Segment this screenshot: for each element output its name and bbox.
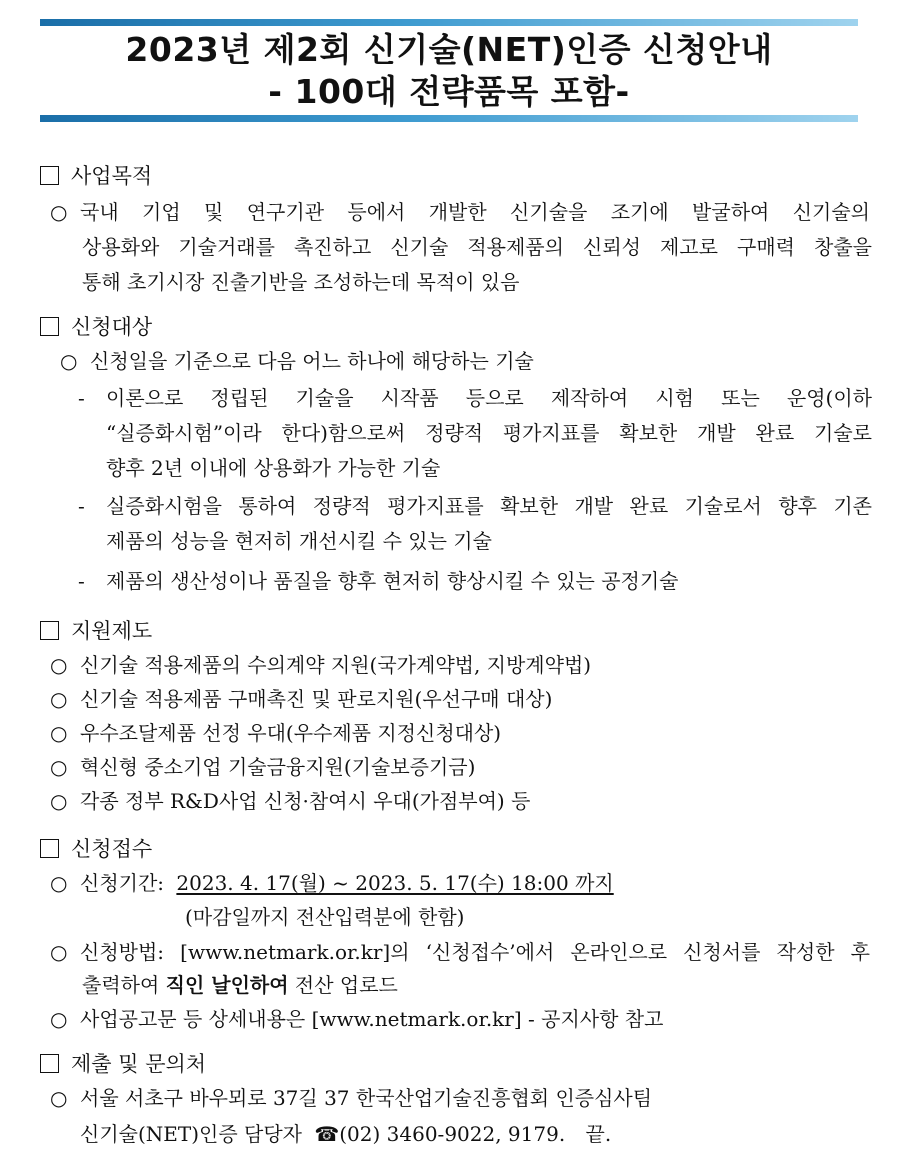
circle-bullet-icon: ○ bbox=[50, 1007, 68, 1031]
circle-bullet-icon: ○ bbox=[50, 789, 68, 813]
phone-icon: ☎ bbox=[314, 1122, 340, 1146]
title-bottom-bar bbox=[40, 115, 858, 122]
eligibility-item2-line2: 제품의 성능을 현저히 개선시킬 수 있는 기술 bbox=[106, 529, 492, 553]
application-period: ○ 신청기간: 2023. 4. 17(월) ~ 2023. 5. 17(수) 18:00 까지 bbox=[50, 868, 614, 898]
eligibility-item2-line1: - 실증화시험을 통하여 정량적 평가지표를 확보한 개발 완료 기술로서 향후 기존 bbox=[78, 491, 872, 521]
end-mark: 끝. bbox=[585, 1122, 612, 1146]
circle-bullet-icon: ○ bbox=[50, 871, 68, 895]
eligibility-intro: ○ 신청일을 기준으로 다음 어느 하나에 해당하는 기술 bbox=[60, 346, 534, 376]
circle-bullet-icon: ○ bbox=[50, 1086, 68, 1110]
eligibility-item1-line3: 향후 2년 이내에 상용화가 가능한 기술 bbox=[106, 456, 441, 480]
application-method-line1: ○ 신청방법: [www.netmark.or.kr]의 ‘신청접수’에서 온라인으로 신청서를 작성한 후 bbox=[50, 937, 872, 967]
seal-required-emphasis: 직인 날인하여 bbox=[165, 973, 289, 997]
support-item: ○ 각종 정부 R&D사업 신청·참여시 우대(가점부여) 등 bbox=[50, 786, 530, 816]
page-subtitle: - 100대 전략품목 포함- bbox=[268, 72, 630, 111]
purpose-paragraph-line2: 상용화와 기술거래를 촉진하고 신기술 적용제품의 신뢰성 제고로 구매력 창출을 bbox=[82, 235, 872, 259]
support-item: ○ 신기술 적용제품의 수의계약 지원(국가계약법, 지방계약법) bbox=[50, 650, 591, 680]
section-heading-purpose: 사업목적 bbox=[40, 161, 152, 191]
support-item: ○ 우수조달제품 선정 우대(우수제품 지정신청대상) bbox=[50, 718, 501, 748]
checkbox-square-icon bbox=[40, 166, 59, 185]
checkbox-square-icon bbox=[40, 621, 59, 640]
section-heading-eligibility: 신청대상 bbox=[40, 312, 152, 342]
circle-bullet-icon: ○ bbox=[50, 755, 68, 779]
eligibility-item1-line1: - 이론으로 정립된 기술을 시작품 등으로 제작하여 시험 또는 운영(이하 bbox=[78, 383, 872, 413]
contact-phone: 신기술(NET)인증 담당자 ☎(02) 3460-9022, 9179. 끝. bbox=[80, 1122, 612, 1146]
section-heading-application: 신청접수 bbox=[40, 834, 152, 864]
page-title: 2023년 제2회 신기술(NET)인증 신청안내 bbox=[125, 30, 773, 69]
eligibility-item1-line2: “실증화시험”이라 한다)함으로써 정량적 평가지표를 확보한 개발 완료 기술로 bbox=[106, 421, 872, 445]
circle-bullet-icon: ○ bbox=[50, 653, 68, 677]
circle-bullet-icon: ○ bbox=[50, 721, 68, 745]
section-heading-support: 지원제도 bbox=[40, 616, 152, 646]
purpose-paragraph-line3: 통해 초기시장 진출기반을 조성하는데 목적이 있음 bbox=[82, 270, 520, 294]
section-heading-contact: 제출 및 문의처 bbox=[40, 1049, 206, 1079]
contact-address: ○ 서울 서초구 바우뫼로 37길 37 한국산업기술진흥협회 인증심사팀 bbox=[50, 1083, 652, 1113]
circle-bullet-icon: ○ bbox=[60, 349, 78, 373]
application-method-line2: 출력하여 직인 날인하여 전산 업로드 bbox=[82, 973, 398, 997]
checkbox-square-icon bbox=[40, 1054, 59, 1073]
checkbox-square-icon bbox=[40, 317, 59, 336]
title-top-bar bbox=[40, 19, 858, 26]
support-item: ○ 신기술 적용제품 구매촉진 및 판로지원(우선구매 대상) bbox=[50, 684, 552, 714]
eligibility-item3: - 제품의 생산성이나 품질을 향후 현저히 향상시킬 수 있는 공정기술 bbox=[78, 566, 679, 596]
application-period-note: (마감일까지 전산입력분에 한함) bbox=[185, 905, 465, 929]
circle-bullet-icon: ○ bbox=[50, 940, 68, 964]
dash-bullet: - bbox=[78, 386, 85, 410]
circle-bullet-icon: ○ bbox=[50, 200, 68, 224]
application-period-value: 2023. 4. 17(월) ~ 2023. 5. 17(수) 18:00 까지 bbox=[176, 871, 614, 895]
purpose-paragraph-line1: ○ 국내 기업 및 연구기관 등에서 개발한 신기술을 조기에 발굴하여 신기술의 bbox=[50, 197, 872, 227]
dash-bullet: - bbox=[78, 569, 85, 593]
support-item: ○ 혁신형 중소기업 기술금융지원(기술보증기금) bbox=[50, 752, 475, 782]
dash-bullet: - bbox=[78, 494, 85, 518]
circle-bullet-icon: ○ bbox=[50, 687, 68, 711]
application-notice: ○ 사업공고문 등 상세내용은 [www.netmark.or.kr] - 공지사항 참고 bbox=[50, 1004, 663, 1034]
checkbox-square-icon bbox=[40, 839, 59, 858]
